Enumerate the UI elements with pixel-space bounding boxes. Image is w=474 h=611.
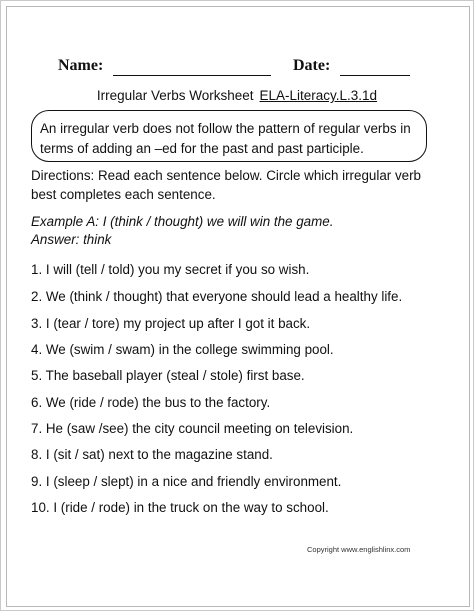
date-label: Date: [293,57,331,74]
name-blank-line [113,57,271,76]
definition-text: An irregular verb does not follow the pattern of regular verbs in terms of adding an –ed for the past and past participle. [40,121,411,156]
copyright-notice: Copyright www.englishlinx.com [307,545,411,554]
question-item: 5. The baseball player (steal / stole) first base. [31,368,305,383]
date-field [293,57,410,76]
question-item: 2. We (think / thought) that everyone should lead a healthy life. [31,289,403,304]
question-item: 10. I (ride / rode) in the truck on the way to school. [31,500,329,515]
directions-text: Directions: Read each sentence below. Circle which irregular verb best completes each sentence. [31,168,422,202]
question-item: 7. He (saw /see) the city council meeting on television. [31,421,354,436]
question-item: 3. I (tear / tore) my project up after I got it back. [31,316,311,331]
question-item: 9. I (sleep / slept) in a nice and friendly environment. [31,474,342,489]
name-field [58,57,271,76]
title-text: Irregular Verbs Worksheet [96,88,254,103]
question-item: 4. We (swim / swam) in the college swimming pool. [31,342,334,357]
question-item: 8. I (sit / sat) next to the magazine stand. [31,447,273,462]
definition-box [31,110,427,162]
standard-code: ELA-Literacy.L.3.1d [259,88,378,103]
date-blank-line [340,57,410,76]
question-item: 1. I will (tell / told) you my secret if you so wish. [31,262,310,277]
example-block [31,213,441,249]
example-line: Example A: I (think / thought) we will win the game. [31,214,334,229]
name-label: Name: [58,57,104,74]
worksheet-title [0,88,474,103]
example-answer: Answer: think [31,232,112,247]
question-item: 6. We (ride / rode) the bus to the factory. [31,395,271,410]
